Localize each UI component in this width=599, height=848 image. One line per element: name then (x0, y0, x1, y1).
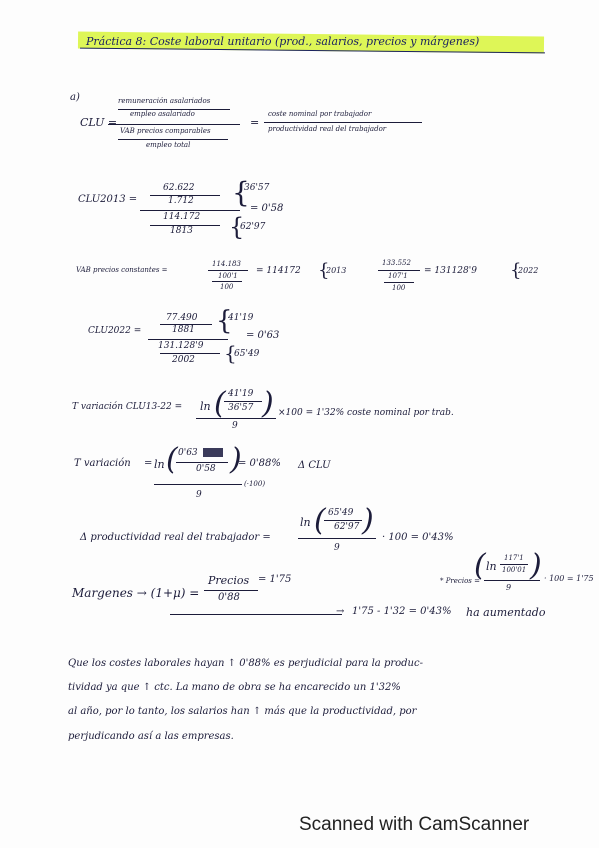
fraction-line (204, 590, 258, 591)
tvar2-x100: (·100) (244, 480, 266, 488)
clu2022-n1: 77.490 (166, 313, 198, 323)
margenes-num: Precios (208, 574, 250, 587)
vab-r1: = 114172 (256, 266, 301, 276)
clu2022-lhs: CLU2022 = (88, 326, 142, 336)
vab-d1: 100'1 (218, 272, 238, 280)
prod-ln: ln (300, 516, 311, 529)
tvar2-num: 0'63 (178, 448, 198, 458)
camscanner-footer: Scanned with CamScanner (299, 814, 530, 835)
clu-def-num-bot: empleo asalariado (130, 110, 195, 118)
clu2022-d2: 2002 (172, 355, 195, 365)
clu2013-d2: 1813 (170, 226, 193, 236)
tvar-clu-den: 36'57 (228, 403, 254, 413)
paren-close: ) (530, 548, 542, 583)
tvar-clu-ln: ln (200, 400, 211, 413)
fraction-line (484, 580, 540, 581)
clu-def-rhs-den: productividad real del trabajador (268, 125, 387, 133)
vab-r2: = 131128'9 (424, 266, 477, 276)
brace: { (216, 306, 233, 336)
conclusion-line-4: perjudicando así a las empresas. (68, 731, 234, 742)
vab-d4: 100 (392, 284, 406, 292)
fraction-line (264, 122, 422, 123)
vab-n: 114.183 (212, 260, 241, 268)
fraction-line (324, 520, 362, 521)
vab-d2: 100 (220, 283, 234, 291)
tvar2-result: = 0'88% (238, 458, 281, 469)
precios-ln: ln (486, 560, 497, 573)
vab-n2: 133.552 (382, 259, 411, 267)
clu-def-num-top: remuneración asalariados (118, 97, 211, 105)
fraction-line (378, 270, 420, 271)
margenes-calc: 1'75 - 1'32 = 0'43% (352, 606, 452, 617)
fraction-line (160, 353, 220, 354)
clu2022-b1: 41'19 (228, 313, 254, 323)
tvar-clu-div: 9 (232, 421, 238, 431)
arrow-line (170, 614, 342, 615)
prod-label: Δ productividad real del trabajador = (80, 532, 271, 543)
clu-def-den-bot: empleo total (146, 141, 191, 149)
precios-num: 117'1 (504, 554, 524, 562)
conclusion-line-3: al año, por lo tanto, los salarios han ↑ más que la productividad, por (68, 706, 417, 717)
prod-num: 65'49 (328, 508, 354, 518)
fraction-line (108, 124, 240, 125)
clu2013-b2: 62'97 (240, 222, 266, 232)
conclusion-line-1: Que los costes laborales hayan ↑ 0'88% es perjudicial para la produc- (68, 658, 423, 669)
fraction-line (176, 462, 228, 463)
paren-close: ) (362, 503, 374, 538)
page-title: Práctica 8: Coste laboral unitario (prod., salarios, precios y márgenes) (86, 35, 480, 48)
brace: { (229, 213, 245, 241)
clu2013-lhs: CLU2013 = (78, 194, 138, 205)
tvar2-ln: ln (154, 458, 165, 471)
margenes-note: ha aumentado (466, 606, 546, 619)
clu-def-rhs-num: coste nominal por trabajador (268, 110, 372, 118)
clu2013-d1: 114.172 (163, 212, 201, 222)
clu2013-result: = 0'58 (250, 203, 284, 214)
arrow-head: → (336, 606, 345, 617)
conclusion-line-2: tividad ya que ↑ ctc. La mano de obra se ha encarecido un 1'32% (68, 682, 401, 693)
clu2013-n1: 62.622 (163, 183, 195, 193)
margenes-den: 0'88 (218, 592, 240, 603)
paren-close: ) (230, 442, 242, 477)
paren-close: ) (262, 386, 274, 421)
fraction-line (118, 139, 228, 140)
tvar2-div: 9 (196, 490, 202, 500)
fraction-line (208, 270, 248, 271)
fraction-line (384, 282, 414, 283)
fraction-line (154, 484, 242, 485)
paren-open: ( (314, 503, 326, 538)
brace: { (318, 260, 330, 281)
brace: { (224, 341, 237, 365)
prod-den: 62'97 (334, 522, 360, 532)
paren-open: ( (474, 548, 486, 583)
precios-label: * Precios = (440, 577, 480, 585)
clu2022-result: = 0'63 (246, 330, 280, 341)
fraction-line (196, 418, 276, 419)
clu2013-n2: 1.712 (168, 196, 194, 206)
prod-div: 9 (334, 543, 340, 553)
brace: { (232, 176, 250, 209)
margenes-eq: = 1'75 (258, 574, 292, 585)
precios-div: 9 (506, 583, 512, 592)
clu2022-n2: 1881 (172, 325, 195, 335)
brace: { (510, 260, 522, 281)
vab-d3: 107'1 (388, 272, 408, 280)
clu-def-den-top: VAB precios comparables (120, 127, 211, 135)
vab-y1: 2013 (326, 266, 347, 275)
section-a-label: a) (70, 92, 80, 103)
paren-open: ( (214, 386, 226, 421)
clu2022-d1: 131.128'9 (158, 341, 204, 351)
vab-label: VAB precios constantes = (76, 266, 168, 274)
prod-result: · 100 = 0'43% (382, 532, 454, 543)
fraction-line (148, 339, 228, 340)
tvar-clu-label: T variación CLU13-22 = (72, 402, 183, 412)
clu-def-lhs: CLU = (80, 116, 118, 129)
fraction-line (140, 210, 240, 211)
clu2022-b2: 65'49 (234, 349, 260, 359)
fraction-line (298, 538, 376, 539)
vab-y2: 2022 (518, 266, 539, 275)
margenes-label: Margenes → (1+μ) = (72, 586, 200, 600)
scribble-cross-out (203, 448, 223, 457)
tvar2-eq: = (144, 458, 153, 469)
tvar-clu-result: ×100 = 1'32% coste nominal por trab. (278, 408, 454, 418)
fraction-line (224, 401, 262, 402)
clu2013-b1: 36'57 (244, 183, 270, 193)
tvar2-label: T variación (74, 458, 131, 469)
clu-def-eq: = (250, 116, 260, 129)
fraction-line (212, 281, 242, 282)
fraction-line (500, 564, 528, 565)
precios-den: 100'01 (502, 566, 527, 574)
tvar-clu-num: 41'19 (228, 389, 254, 399)
paren-open: ( (166, 442, 178, 477)
tvar2-delta: Δ CLU (298, 460, 331, 471)
tvar2-den: 0'58 (196, 464, 216, 474)
precios-result: · 100 = 1'75 (544, 574, 594, 583)
